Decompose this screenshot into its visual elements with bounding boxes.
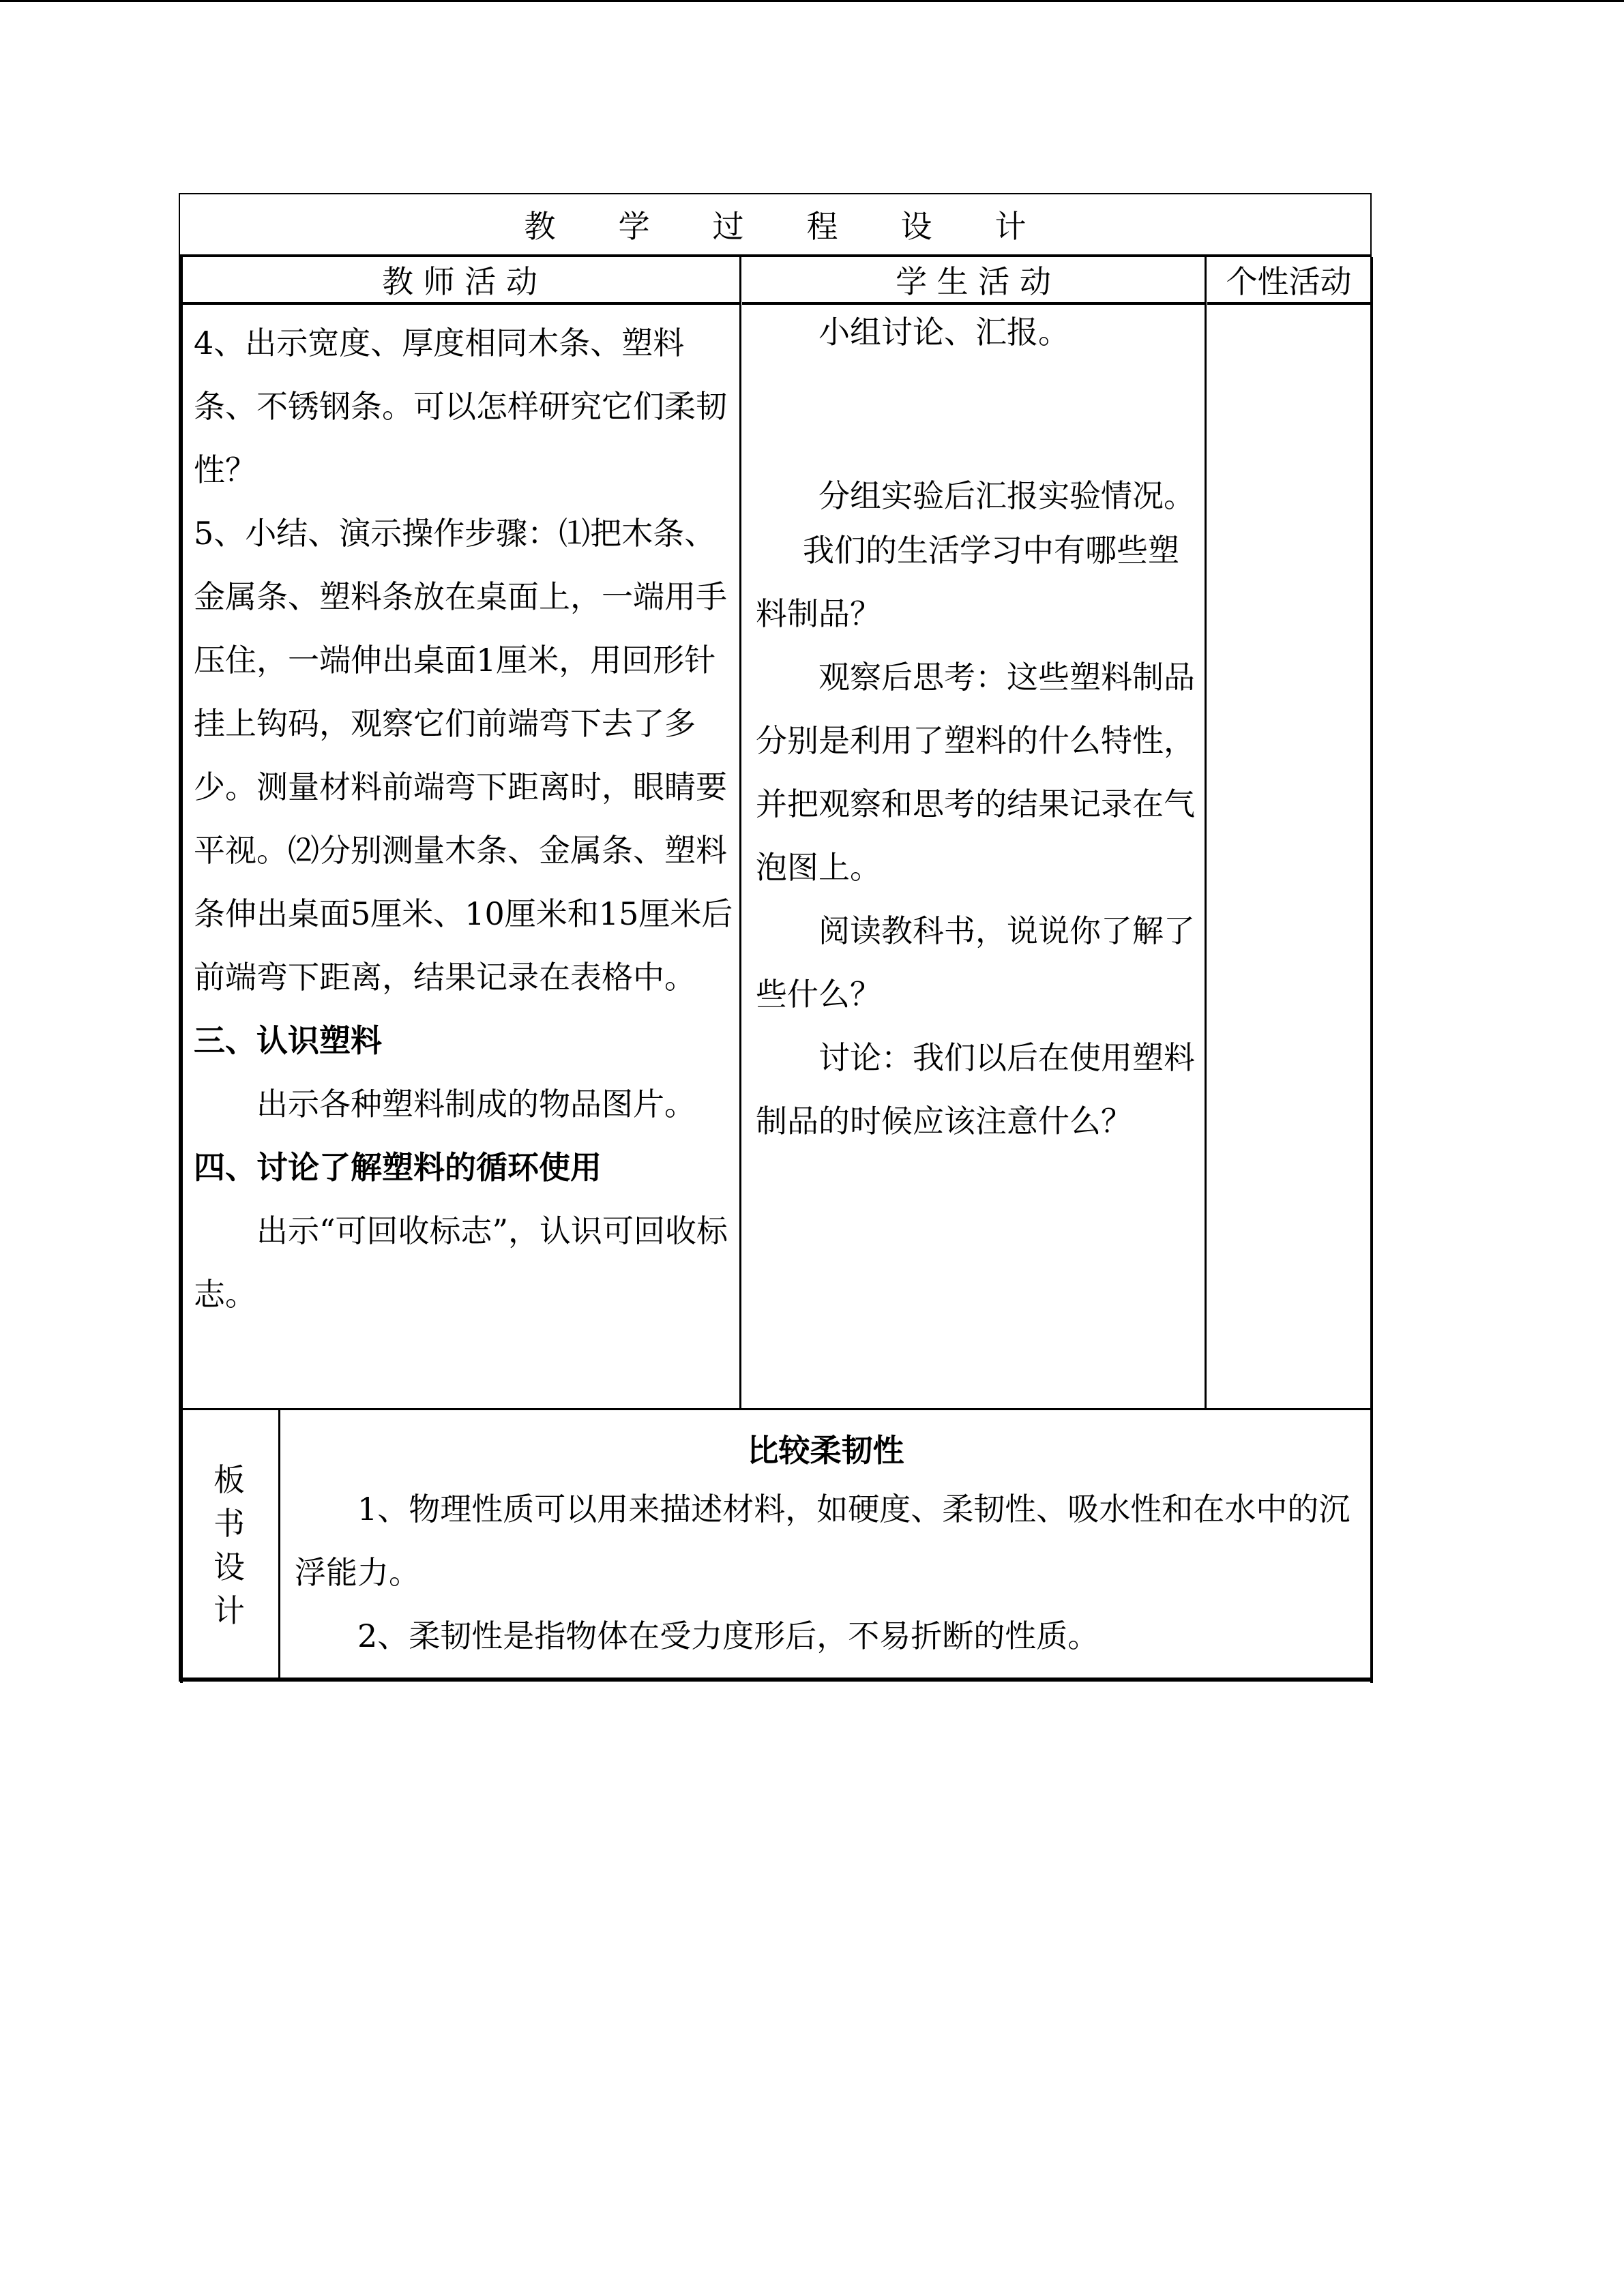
title-char: 设 <box>900 208 932 245</box>
student-p3: 我们的生活学习中有哪些塑料制品？ <box>756 532 1179 632</box>
title-char: 教 <box>524 208 556 245</box>
board-design-content <box>281 1410 1370 1680</box>
student-p1: 小组讨论、汇报。 <box>818 314 1069 351</box>
right-border <box>1370 257 1373 1683</box>
lesson-process-table <box>179 193 1372 1682</box>
column-divider <box>739 257 741 1410</box>
title-char: 计 <box>994 208 1027 245</box>
board-point-2: 2、柔韧性是指物体在受力度形后，不易折断的性质。 <box>357 1617 1099 1654</box>
board-label-divider <box>278 1410 280 1680</box>
title-char: 程 <box>806 208 838 245</box>
teacher-activity-cell <box>194 305 734 1326</box>
board-label-char: 计 <box>213 1592 245 1629</box>
title-char: 过 <box>712 208 744 245</box>
board-label-char: 设 <box>213 1548 245 1585</box>
table-title <box>180 194 1370 257</box>
student-p6: 讨论：我们以后在使用塑料制品的时候应该注意什么？ <box>756 1039 1195 1139</box>
column-divider <box>1205 257 1207 1410</box>
student-activity-cell <box>756 305 1198 1153</box>
board-label-char: 板 <box>213 1461 245 1498</box>
board-point-1: 1、物理性质可以用来描述材料，如硬度、柔韧性、吸水性和在水中的沉浮能力。 <box>295 1491 1350 1591</box>
student-p5: 阅读教科书，说说你了解了些什么？ <box>756 912 1195 1013</box>
section-3-text: 出示各种塑料制成的物品图片。 <box>256 1086 696 1122</box>
board-heading: 比较柔韧性 <box>747 1432 904 1469</box>
teacher-item-5: 5、小结、演示操作步骤：⑴把木条、金属条、塑料条放在桌面上，一端用手压住，一端伸出桌面1厘米，用回形针挂上钩码，观察它们前端弯下去了多少。测量材料前端弯下距离时，眼睛要平视。⑵分别测量木条、金属条、塑料条伸出桌面5厘米、10厘米和15厘米后前端弯下距离，结果记录在表格中。 <box>194 515 733 996</box>
personal-activity-header: 个性活动 <box>1207 257 1370 305</box>
teacher-activity-header: 教 师 活 动 <box>180 257 739 305</box>
page-top-rule <box>0 0 1624 2</box>
section-3-title: 三、认识塑料 <box>194 1022 382 1059</box>
student-activity-header: 学 生 活 动 <box>742 257 1205 305</box>
title-char: 学 <box>618 208 650 245</box>
section-4-title: 四、讨论了解塑料的循环使用 <box>194 1149 602 1186</box>
board-label-char: 书 <box>213 1504 245 1542</box>
section-4-text: 出示“可回收标志”，认识可回收标志。 <box>194 1212 728 1313</box>
board-design-label <box>180 1410 278 1680</box>
teacher-item-4: 4、出示宽度、厚度相同木条、塑料条、不锈钢条。可以怎样研究它们柔韧性？ <box>194 325 727 488</box>
student-p4: 观察后思考：这些塑料制品分别是利用了塑料的什么特性，并把观察和思考的结果记录在气泡图上。 <box>756 659 1195 886</box>
student-p2: 分组实验后汇报实验情况。 <box>818 477 1195 514</box>
